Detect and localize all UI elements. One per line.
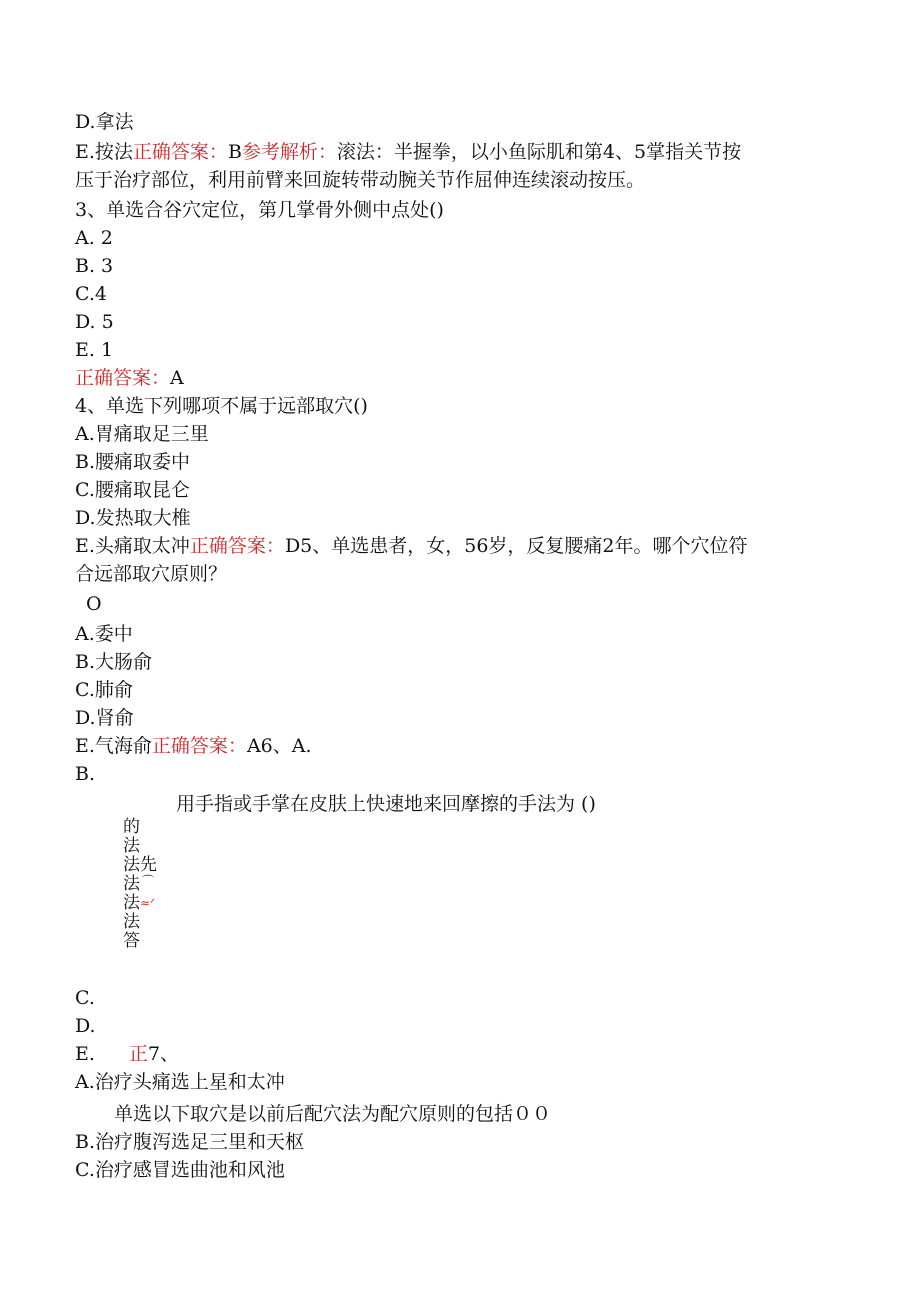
option-text: A.治疗头痛选上星和太冲: [75, 1071, 285, 1093]
explanation-label: 参考解析：: [241, 141, 337, 163]
option-e-answer-line: [75, 532, 748, 560]
answer-label: 正确答案：: [132, 141, 228, 163]
option-c: [75, 476, 190, 504]
blank-mark: O: [86, 593, 102, 615]
option-text: B.: [75, 763, 96, 785]
option-a: [75, 620, 133, 648]
question-4-title: [75, 392, 368, 420]
answer-value: A6、A.: [246, 735, 312, 757]
option-text: D. 5: [75, 311, 114, 333]
option-text: C.4: [75, 283, 107, 305]
option-a: [75, 1068, 285, 1096]
option-text: A.委中: [75, 623, 133, 645]
option-text: D.肾俞: [75, 707, 134, 729]
option-e-answer-line: [75, 732, 312, 760]
option-text: D.发热取大椎: [75, 507, 191, 529]
option-text: C.治疗感冒选曲池和风池: [75, 1159, 285, 1181]
column-char: 法: [123, 836, 140, 856]
column-overlay-mark: [142, 872, 154, 891]
option-b: [75, 448, 190, 476]
answer-label: 正: [128, 1043, 148, 1065]
option-text: B. 3: [75, 255, 114, 277]
question-5-title: D5、单选患者，女，56岁，反复腰痛2年。哪个穴位符: [284, 535, 748, 557]
option-text: E.头痛取太冲: [75, 535, 190, 557]
overlay-text: ⌒: [142, 874, 155, 888]
explanation-text: 滚法：半握拳，以小鱼际肌和第4、5掌指关节按: [336, 141, 742, 163]
option-text: E.: [75, 1043, 95, 1065]
answer-label: 正确答案：: [151, 735, 247, 757]
answer-value: A: [170, 367, 184, 389]
option-c: [75, 984, 95, 1012]
column-char: 的: [123, 817, 140, 837]
column-char: 法: [123, 874, 140, 894]
overlay-text: 先: [140, 855, 157, 875]
option-d: [75, 504, 191, 532]
option-b: [75, 760, 95, 788]
option-d: [75, 308, 114, 336]
option-d: [75, 704, 134, 732]
option-text: B.大肠俞: [75, 651, 153, 673]
option-text: C.腰痛取昆仑: [75, 479, 190, 501]
option-text: D.拿法: [75, 111, 134, 133]
question-6-title: [176, 790, 596, 818]
option-b: [75, 648, 152, 676]
option-text: D.: [75, 1015, 96, 1037]
option-b: [75, 252, 113, 280]
explanation-text: 压于治疗部位，利用前臂来回旋转带动腕关节作屈伸连续滚动按压。: [75, 169, 646, 191]
answer-label: 正确答案：: [189, 535, 285, 557]
option-text: A. 2: [75, 227, 113, 249]
option-e-line: [75, 1040, 179, 1068]
option-a: [75, 224, 113, 252]
question-7-title: [114, 1100, 551, 1128]
question-3-title: [75, 196, 444, 224]
question-text: 4、单选下列哪项不属于远部取穴(): [75, 395, 368, 417]
red-scribble-mark: [140, 896, 155, 910]
option-text: B.腰痛取委中: [75, 451, 191, 473]
option-c: [75, 280, 107, 308]
question-7-number: 7、: [147, 1043, 180, 1065]
option-text: E. 1: [75, 339, 114, 361]
question-text: 3、单选合谷穴定位，第几掌骨外侧中点处(): [75, 199, 444, 221]
question-text: 单选以下取穴是以前后配穴法为配穴原则的包括００: [114, 1103, 552, 1125]
vertical-char-column: [123, 818, 140, 951]
option-d: [75, 1012, 96, 1040]
option-text: E.气海俞: [75, 735, 152, 757]
column-char: 答: [123, 931, 140, 951]
option-text: E.按法: [75, 141, 133, 163]
option-text: C.: [75, 987, 95, 1009]
option-e-answer-line: [75, 138, 741, 166]
question-text: 合远部取穴原则？: [75, 563, 228, 585]
column-char: 法: [123, 893, 140, 913]
column-char: 法: [123, 855, 140, 875]
answer-label: 正确答案：: [75, 367, 171, 389]
question-5-continued: [75, 560, 227, 588]
option-text: B.治疗腹泻选足三里和天枢: [75, 1131, 305, 1153]
option-b: [75, 1128, 304, 1156]
column-char: 法: [123, 912, 140, 932]
option-d-namefa: [75, 108, 134, 136]
explanation-continued: [75, 166, 645, 194]
answer-line-q3: [75, 364, 184, 392]
option-e: [75, 336, 113, 364]
option-text: A.胃痛取足三里: [75, 423, 209, 445]
option-c: [75, 1156, 285, 1184]
option-a: [75, 420, 209, 448]
answer-value: B: [227, 141, 242, 163]
question-text: 用手指或手掌在皮肤上快速地来回摩擦的手法为 (): [176, 793, 596, 815]
mark-text: ≈ᐟ: [140, 896, 156, 910]
option-text: C.肺俞: [75, 679, 133, 701]
option-c: [75, 676, 133, 704]
blank-parenthesis: [86, 590, 102, 618]
